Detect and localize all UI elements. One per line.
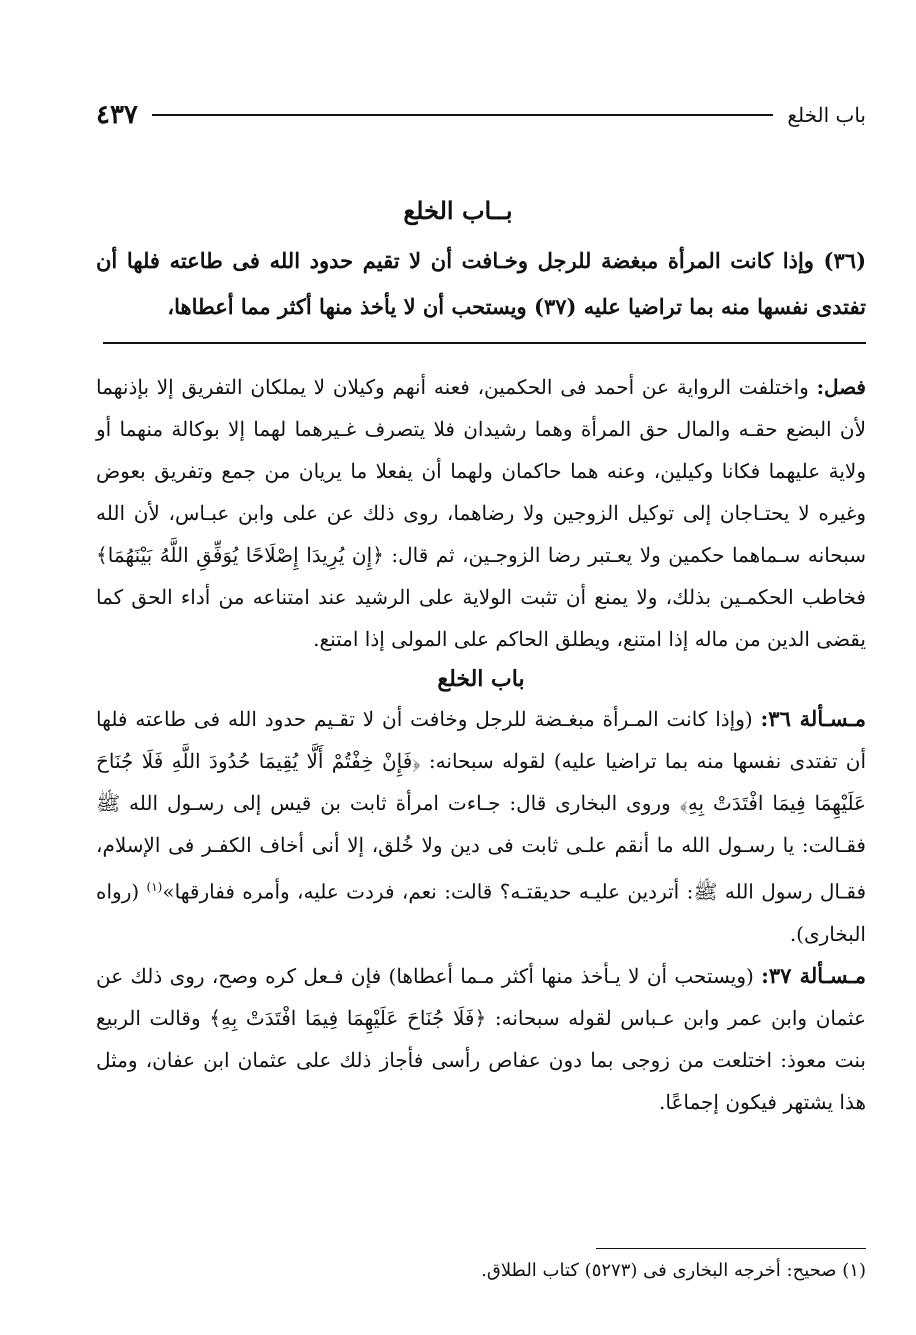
footnote-divider bbox=[596, 1248, 866, 1249]
masala-36-paragraph bbox=[96, 698, 866, 955]
page-number: ٤٣٧ bbox=[96, 100, 138, 130]
matn-heading: بــاب الخلع bbox=[403, 196, 513, 225]
quran-verse-2: ﴿فَإِنْ خِفْتُمْ أَلَّا يُقِيمَا حُدُودَ اللَّهِ فَلَا جُنَاحَ عَلَيْهِمَا فِيمَا افْتَدَتْ بِهِ﴾ bbox=[96, 749, 866, 815]
commentary-body bbox=[96, 366, 866, 1123]
fasl-label: فصل: bbox=[816, 375, 866, 399]
fasl-text-2: فخاطب الحكمـين بذلك، ولا يمنع أن تثبت الولاية على الرشيد عند امتناعه من أداء الحق كما يقضى الدين من ماله إذا امتنع، ويطلق الحاكم على المولى إذا امتنع. bbox=[96, 585, 866, 651]
section-heading: باب الخلع bbox=[437, 666, 525, 692]
header-rule bbox=[152, 114, 773, 116]
running-header bbox=[96, 98, 866, 132]
masala-37-text-2: وقالت الربيع بنت معوذ: اختلعت من زوجى بما دون عفاص رأسى فأجاز ذلك على عثمان ابن عفان، ومثل هذا يشتهر فيكون إجماعًا. bbox=[96, 1005, 866, 1114]
fasl-text-1: واختلفت الرواية عن أحمد فى الحكمين، فعنه أنهم وكيلان لا يملكان التفريق إلا بإذنهما لأن البضع حقـه والمال حق المرأة وهما رشيدان فلا يتصرف غـيرهما لهما إلا بوكالة منهما أو ولاية عليهما فكانا وكيلين، وعنه هما حاكمان ولهما أن يفعلا ما يريان من جمع وتفريق بعوض وغيره لا يحتـاجان إلى توكيل الزوجين ولا رضاهما، روى ذلك عن على وابن عبـاس، لأن الله سبحانه سـماهما حكمين ولا يعـتبر رضا الزوجـين، ثم قال: bbox=[96, 375, 867, 567]
footnote: (١) صحيح: أخرجه البخارى فى (٥٢٧٣) كتاب الطلاق. bbox=[481, 1260, 866, 1281]
masala-37-paragraph bbox=[96, 955, 866, 1123]
header-section-title: باب الخلع bbox=[787, 103, 866, 127]
masala-36-text-1: (وإذا كانت المـرأة مبغـضة للرجل وخافت أن لا تقـيم حدود الله فى طاعته فلها أن تفتدى نفسها منه بما تراضيا عليه) لقوله سبحانه: bbox=[96, 707, 867, 773]
masala-36-text-2: وروى البخارى قال: جـاءت امرأة ثابت بن قيس إلى رسـول الله ﷺ فقـالت: يا رسـول الله ما أنقم علـى ثابت فى دين ولا خُلق، إلا أنى أخاف الكفـر فى الإسلام، فقـال رسول الله ﷺ: أتردين عليـه حديقتـه؟ قالت: نعم، فردت عليه، وأمره ففارقها» bbox=[96, 791, 866, 904]
masala-37-label: مـسـألة ٣٧: bbox=[761, 962, 866, 988]
matn-divider bbox=[103, 342, 866, 344]
masala-36-label: مـسـألة ٣٦: bbox=[760, 706, 866, 731]
matn-text: (٣٦) وإذا كانت المرأة مبغضة للرجل وخـافت أن لا تقيم حدود الله فى طاعته فلها أن تفتدى نفسها منه بما تراضيا عليه (٣٧) ويستحب أن لا يأخذ منها أكثر مما أعطاها، bbox=[96, 248, 866, 319]
fasl-paragraph bbox=[96, 366, 866, 660]
masala-37-text-1: (ويستحب أن لا يـأخذ منها أكثر مـما أعطاها) فإن فـعل كره وصح، روى ذلك عن عثمان وابن عمر وابن عـباس لقوله سبحانه: bbox=[96, 963, 867, 1030]
quran-verse-3: ﴿فَلَا جُنَاحَ عَلَيْهِمَا فِيمَا افْتَدَتْ بِهِ﴾ bbox=[209, 1005, 487, 1030]
masala-36-text-3: (رواه البخارى). bbox=[96, 879, 866, 946]
footnote-ref: (١) bbox=[146, 880, 163, 894]
quran-verse-1: ﴿إِن يُرِيدَا إِصْلَاحًا يُوَفِّقِ اللَّهُ بَيْنَهُمَا﴾ bbox=[96, 543, 384, 567]
